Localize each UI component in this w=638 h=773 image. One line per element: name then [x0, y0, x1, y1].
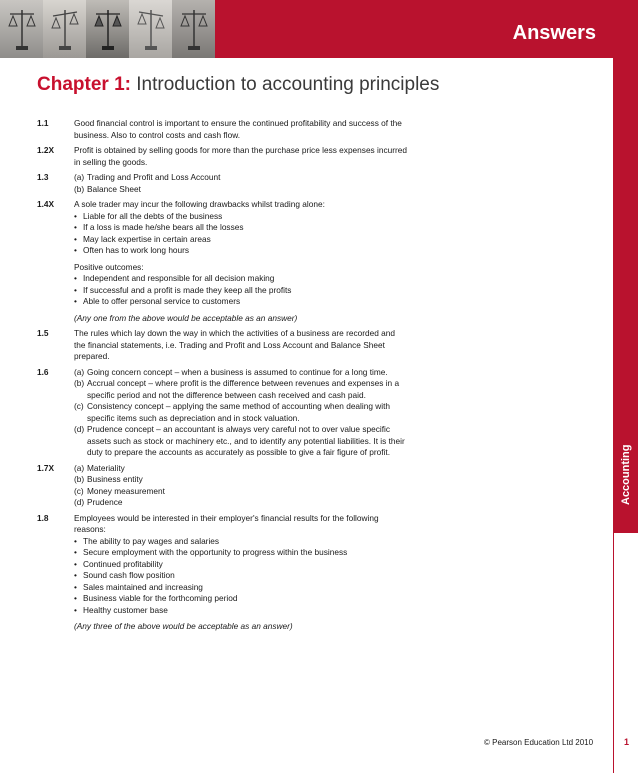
answer-note: (Any one from the above would be acceptable as an answer) [74, 312, 298, 323]
copyright: © Pearson Education Ltd 2010 [484, 738, 594, 747]
sub-text: Business entity [87, 474, 143, 484]
reasons-list [74, 536, 407, 617]
sub-answer [74, 474, 407, 486]
sub-label: (a) [74, 366, 85, 377]
scales-image [129, 0, 172, 58]
side-label: Accounting [620, 444, 632, 506]
sub-answer [74, 378, 407, 401]
list-item: • Liable for all the debts of the business [74, 211, 407, 223]
question-1-5 [37, 328, 407, 363]
header-band [0, 0, 638, 58]
scales-image [172, 0, 215, 58]
header-title: Answers [512, 22, 596, 44]
chapter-title: Introduction to accounting principles [136, 74, 440, 95]
sub-answer [74, 401, 407, 424]
question-1-8 [37, 513, 407, 633]
list-item: • Able to offer personal service to customers [74, 296, 407, 308]
sub-label: (c) [74, 401, 84, 411]
sub-label: (a) [74, 172, 85, 182]
sub-label: (c) [74, 485, 84, 496]
sub-answer [74, 497, 407, 509]
sub-text: Materiality [87, 462, 125, 473]
scales-image [86, 0, 129, 58]
question-1-6 [37, 367, 407, 459]
sub-label: (d) [74, 424, 85, 434]
answer-intro-2: Positive outcomes: [74, 261, 144, 272]
page-number: 1 [623, 737, 629, 747]
sub-text: Accrual concept – where profit is the difference between revenues and expenses in a specific period and not the difference between cash received and cash paid. [87, 378, 400, 400]
list-item: • May lack expertise in certain areas [74, 234, 407, 246]
sub-label: (b) [74, 474, 85, 484]
scales-image [43, 0, 86, 58]
sub-text: Trading and Profit and Loss Account [87, 172, 221, 182]
chapter-heading [37, 74, 439, 96]
answer-intro: A sole trader may incur the following drawbacks whilst trading alone: [74, 199, 325, 209]
list-item: • Healthy customer base [74, 605, 407, 617]
sub-text: Prudence concept – an accountant is always very careful not to over value specific assets such as stock or machinery etc., and to identify any potential liabilities. It is their duty to prepare the accounts as accurately as possible to give a fair figure of profit. [87, 424, 405, 457]
chapter-number: Chapter 1: [37, 74, 131, 95]
question-1-4x [37, 199, 407, 324]
answer-text: Profit is obtained by selling goods for more than the purchase price less expenses incurred in selling the goods. [74, 145, 407, 167]
question-number: 1.3 [37, 172, 49, 182]
question-number: 1.7X [37, 462, 55, 473]
sub-text: Balance Sheet [87, 183, 141, 194]
answer-text: Good financial control is important to ensure the continued profitability and success of the business. Also to control costs and cash flow. [74, 118, 402, 140]
list-item: • Sales maintained and increasing [74, 582, 407, 594]
list-item: • Business viable for the forthcoming period [74, 593, 407, 605]
question-number: 1.6 [37, 366, 49, 377]
list-item: • Secure employment with the opportunity to progress within the business [74, 547, 407, 559]
sub-label: (a) [74, 462, 85, 473]
question-number: 1.8 [37, 512, 49, 523]
sub-answer [74, 172, 407, 184]
positive-outcomes-list [74, 273, 407, 308]
list-item: • If successful and a profit is made they keep all the profits [74, 285, 407, 297]
question-number: 1.1 [37, 118, 49, 128]
list-item: • Continued profitability [74, 559, 407, 571]
answer-text: The rules which lay down the way in which the activities of a business are recorded and the financial statements, i.e. Trading and Profit and Loss Account and Balance Sheet prepared. [74, 328, 395, 361]
sub-text: Consistency concept – applying the same method of accounting when dealing with specific items such as depreciation and in stock valuation. [87, 401, 391, 423]
list-item: • Sound cash flow position [74, 570, 407, 582]
list-item: • If a loss is made he/she bears all the losses [74, 222, 407, 234]
question-1-1 [37, 118, 407, 141]
sub-answer [74, 424, 407, 459]
sub-label: (b) [74, 378, 85, 388]
answer-intro: Employees would be interested in their employer's financial results for the following reasons: [74, 512, 379, 534]
question-number: 1.5 [37, 328, 49, 338]
sub-answer [74, 463, 407, 475]
scales-image [0, 0, 43, 58]
sub-text: Going concern concept – when a business is assumed to continue for a long time. [87, 366, 388, 377]
question-1-2x [37, 145, 407, 168]
list-item: • Independent and responsible for all decision making [74, 273, 407, 285]
list-item: • Often has to work long hours [74, 245, 407, 257]
question-1-7x [37, 463, 407, 509]
question-number: 1.4X [37, 199, 55, 209]
list-item: • The ability to pay wages and salaries [74, 536, 407, 548]
drawbacks-list [74, 211, 407, 257]
sub-text: Prudence [87, 497, 123, 507]
answer-note: (Any three of the above would be acceptable as an answer) [74, 621, 293, 631]
sub-answer [74, 184, 407, 196]
question-number: 1.2X [37, 145, 55, 155]
header-image-strip [0, 0, 215, 58]
answers-content [37, 118, 407, 637]
sub-label: (d) [74, 497, 85, 507]
sub-answer [74, 367, 407, 379]
sub-label: (b) [74, 183, 85, 194]
sub-text: Money measurement [87, 485, 165, 496]
sub-answer [74, 486, 407, 498]
question-1-3 [37, 172, 407, 195]
